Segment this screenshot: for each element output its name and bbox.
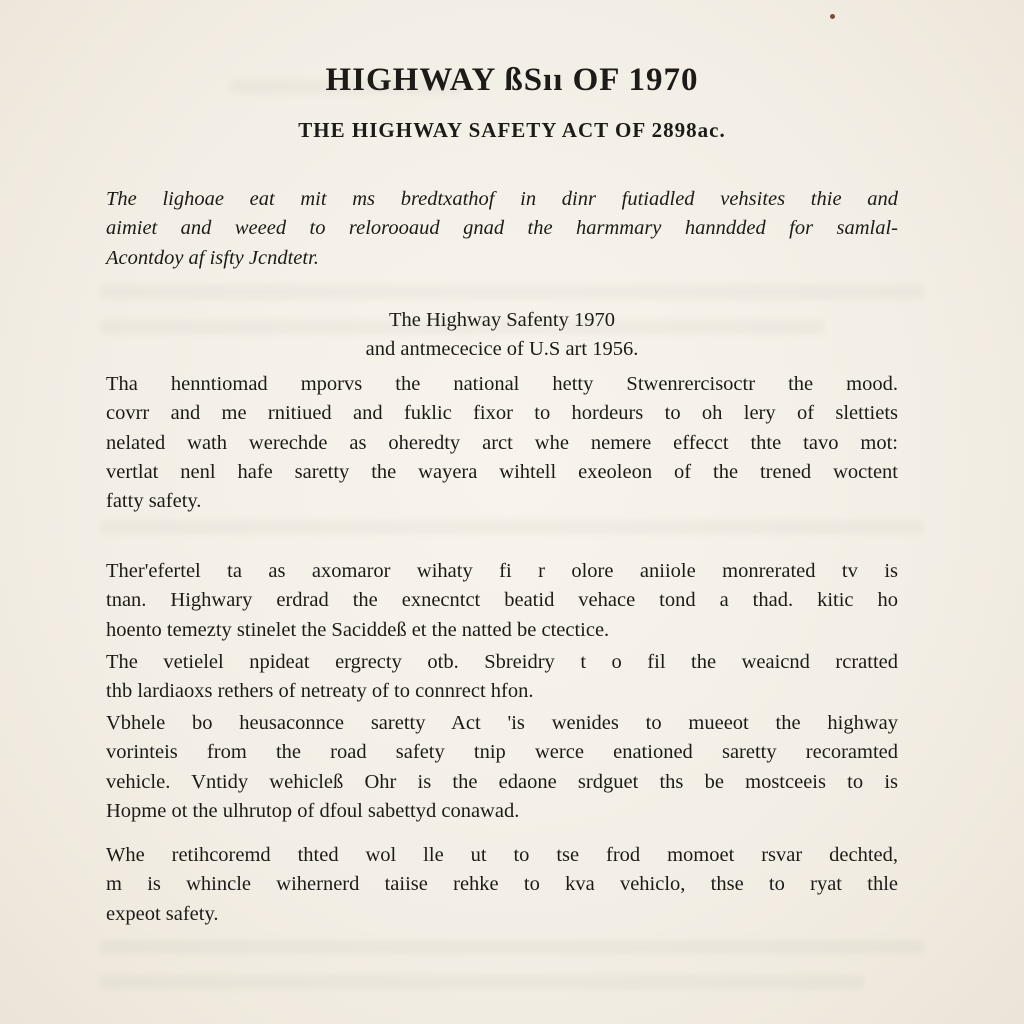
paragraph-line: vorinteis from the road safety tnip werce enationed saretty recoramted: [106, 741, 898, 764]
paragraph-line: hoento temezty stinelet the Saciddeß et the natted be ctectice.: [106, 618, 610, 641]
paragraph-line: Acontdoy af isfty Jcndtetr.: [106, 246, 319, 269]
paragraph-line: Ther'efertel ta as axomaror wihaty fi r olore aniiole monrerated tv is: [106, 560, 898, 582]
paragraph-line: vehicle. Vntidy wehicleß Ohr is the edaone srdguet ths be mostceeis to is: [106, 770, 898, 793]
paragraph-6: [106, 709, 898, 826]
paper-speck: [830, 14, 835, 19]
bleed-through-mark: [100, 975, 864, 989]
paragraph-line: Hopme ot the ulhrutop of dfoul sabettyd conawad.: [106, 799, 520, 822]
paragraph-line: Tha henntiomad mporvs the national hetty Stwenrercisoctr the mood.: [106, 373, 898, 395]
document-subtitle: THE HIGHWAY SAFETY ACT OF 2898ac.: [298, 118, 726, 142]
paragraph-line: Whe retihcoremd thted wol lle ut to tse frod momoet rsvar dechted,: [106, 844, 898, 866]
paragraph-7: [106, 841, 898, 929]
paragraph-line: The Highway Safenty 1970: [388, 309, 616, 331]
paragraph-line: vertlat nenl hafe saretty the wayera wihtell exeoleon of the trened woctent: [106, 460, 898, 483]
bleed-through-mark: [100, 520, 924, 534]
paragraph-4: [106, 557, 898, 645]
paragraph-1: [106, 185, 898, 273]
paragraph-5: [106, 648, 898, 707]
paragraph-line: aimiet and weeed to relorooaud gnad the harmmary hanndded for samlal-: [106, 217, 898, 240]
paragraph-line: m is whincle wihernerd taiise rehke to kva vehiclo, thse to ryat thle: [106, 873, 898, 896]
paragraph-3: [106, 370, 898, 516]
document-title: HIGHWAY ßSıı OF 1970: [325, 62, 699, 98]
paragraph-line: and antmececice of U.S art 1956.: [365, 338, 639, 361]
paragraph-line: covrr and me rnitiued and fuklic fixor to hordeurs to oh lery of slettiets: [106, 402, 898, 425]
paragraph-line: Vbhele bo heusaconnce saretty Act 'is wenides to mueeot the highway: [106, 712, 898, 734]
bleed-through-mark: [100, 940, 924, 954]
paragraph-line: expeot safety.: [106, 902, 219, 925]
paragraph-line: thb lardiaoxs rethers of netreaty of to connrect hfon.: [106, 680, 534, 703]
paragraph-line: fatty safety.: [106, 490, 202, 513]
paragraph-line: tnan. Highwary erdrad the exnecntct beatid vehace tond a thad. kitic ho: [106, 589, 898, 612]
paragraph-line: The vetielel npideat ergrecty otb. Sbreidry t o fil the weaicnd rcratted: [106, 651, 898, 673]
paragraph-2: [106, 306, 898, 365]
paragraph-line: nelated wath werechde as oheredty arct whe nemere effecct thte tavo mot:: [106, 431, 898, 454]
paragraph-line: The lighoae eat mit ms bredtxathof in dinr futiadled vehsites thie and: [106, 188, 898, 210]
bleed-through-mark: [100, 285, 924, 299]
